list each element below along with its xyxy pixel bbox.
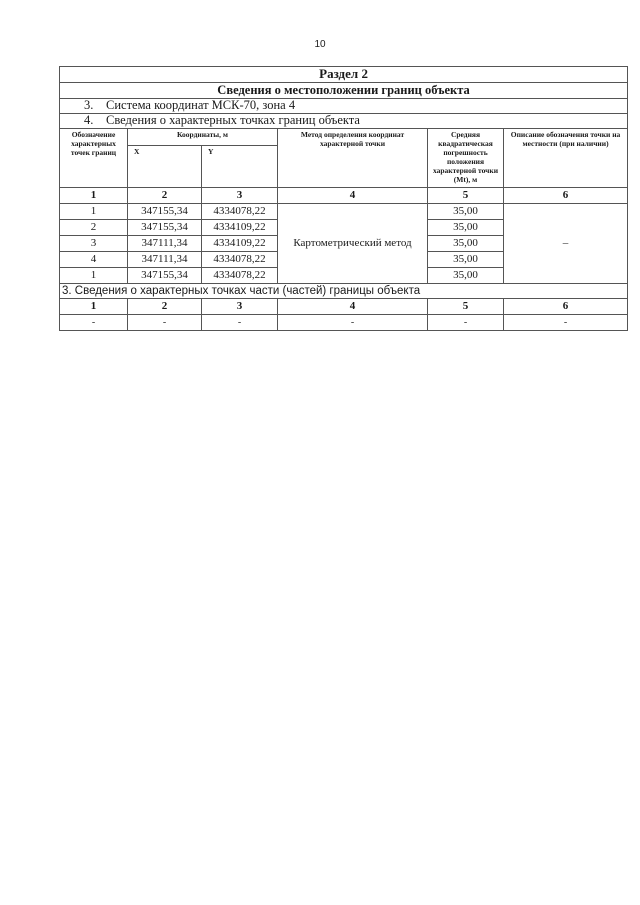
- header-coordinates: Координаты, м: [128, 129, 278, 146]
- points-heading-text: Сведения о характерных точках границ объекта: [106, 113, 360, 128]
- point-x: 347155,34: [128, 268, 202, 284]
- header-method: Метод определения координат характерной точки: [278, 129, 428, 188]
- point-id: 1: [60, 204, 128, 220]
- column-number: 5: [428, 299, 504, 315]
- point-accuracy: 35,00: [428, 252, 504, 268]
- empty-value: -: [278, 315, 428, 331]
- section-subtitle: Сведения о местоположении границ объекта: [60, 83, 628, 99]
- point-id: 2: [60, 220, 128, 236]
- point-x: 347155,34: [128, 220, 202, 236]
- point-y: 4334078,22: [202, 204, 278, 220]
- column-number: 1: [60, 188, 128, 204]
- header-accuracy: Средняя квадратическая погрешность положения характерной точки (Mt), м: [428, 129, 504, 188]
- coordinate-system-line: [60, 99, 628, 114]
- point-accuracy: 35,00: [428, 220, 504, 236]
- point-x: 347111,34: [128, 252, 202, 268]
- point-x: 347111,34: [128, 236, 202, 252]
- column-number: 6: [504, 188, 628, 204]
- method-value: Картометрический метод: [278, 204, 428, 284]
- column-number: 2: [128, 299, 202, 315]
- section-title: Раздел 2: [60, 67, 628, 83]
- header-description: Описание обозначения точки на местности (при наличии): [504, 129, 628, 188]
- item-number: 4.: [84, 113, 94, 128]
- point-y: 4334078,22: [202, 252, 278, 268]
- column-number: 6: [504, 299, 628, 315]
- point-accuracy: 35,00: [428, 204, 504, 220]
- column-number: 3: [202, 188, 278, 204]
- points-heading-line: [60, 114, 628, 129]
- header-designation: Обозначение характерных точек границ: [60, 129, 128, 188]
- empty-value: -: [428, 315, 504, 331]
- point-id: 1: [60, 268, 128, 284]
- coordinate-system-text: Система координат МСК-70, зона 4: [106, 98, 296, 113]
- column-number: 4: [278, 188, 428, 204]
- column-number: 2: [128, 188, 202, 204]
- header-y: Y: [202, 145, 278, 187]
- empty-value: -: [202, 315, 278, 331]
- table-row: [60, 315, 628, 331]
- empty-value: -: [504, 315, 628, 331]
- column-number: 1: [60, 299, 128, 315]
- point-y: 4334109,22: [202, 220, 278, 236]
- page-number: 10: [314, 39, 326, 50]
- point-accuracy: 35,00: [428, 268, 504, 284]
- point-x: 347155,34: [128, 204, 202, 220]
- column-number: 4: [278, 299, 428, 315]
- point-id: 3: [60, 236, 128, 252]
- column-number: 3: [202, 299, 278, 315]
- table-row: [60, 204, 628, 220]
- point-accuracy: 35,00: [428, 236, 504, 252]
- point-y: 4334078,22: [202, 268, 278, 284]
- description-value: –: [504, 204, 628, 284]
- header-x: X: [128, 145, 202, 187]
- item-number: 3.: [84, 98, 94, 113]
- empty-value: -: [128, 315, 202, 331]
- point-id: 4: [60, 252, 128, 268]
- part-section-title: 3. Сведения о характерных точках части (частей) границы объекта: [60, 284, 628, 299]
- column-number: 5: [428, 188, 504, 204]
- point-y: 4334109,22: [202, 236, 278, 252]
- empty-value: -: [60, 315, 128, 331]
- boundary-table: [59, 66, 628, 331]
